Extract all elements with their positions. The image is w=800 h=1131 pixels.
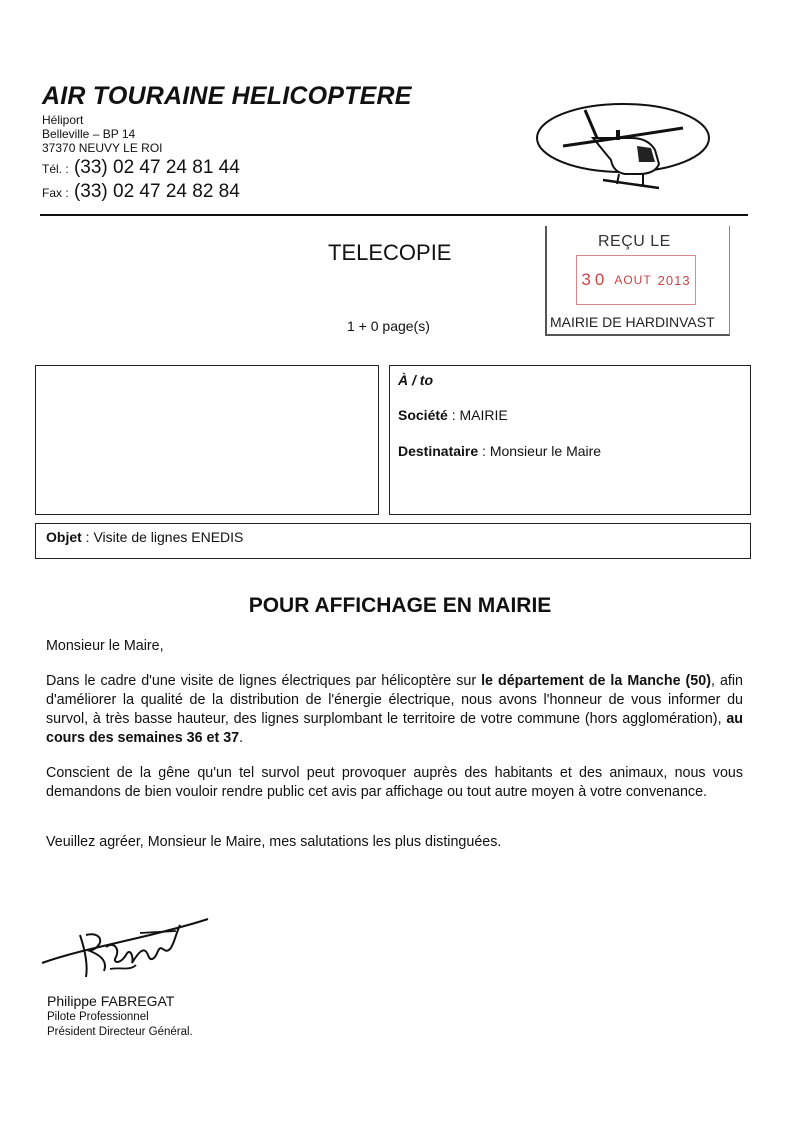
p1-text-e: . <box>239 730 244 746</box>
recipient-to-label: À / to <box>398 372 433 388</box>
telephone <box>42 157 240 179</box>
societe-label: Société <box>398 407 448 423</box>
stamp-month: AOUT <box>614 273 652 287</box>
stamp-day: 30 <box>581 270 609 289</box>
paragraph-2: Conscient de la gêne qu'un tel survol peut provoquer auprès des habitants et des animaux, nous vous demandons de bien vouloir rendre public cet avis par affichage ou tout autre moyen à votre convenance. <box>46 765 743 800</box>
p1-emphasis-department: le département de la Manche (50) <box>481 673 711 689</box>
fax <box>42 181 240 203</box>
p1-text-a: Dans le cadre d'une visite de lignes électriques par hélicoptère sur <box>46 673 482 689</box>
greeting: Monsieur le Maire, <box>46 638 164 654</box>
p1-emphasis-weeks: au cours des semaines 36 et 37 <box>46 711 743 746</box>
sender-box <box>35 365 379 515</box>
stamp-year: 2013 <box>657 272 691 288</box>
stamp-mairie: MAIRIE DE HARDINVAST <box>550 314 715 330</box>
handwritten-signature <box>40 905 215 987</box>
header-divider <box>40 214 748 216</box>
societe-value: : MAIRIE <box>447 407 508 423</box>
signer-title-2: Président Directeur Général. <box>47 1026 193 1038</box>
fax-label: Fax : <box>42 186 69 200</box>
destinataire-label: Destinataire <box>398 443 479 459</box>
headline: POUR AFFICHAGE EN MAIRIE <box>248 594 552 617</box>
recipient-box <box>389 365 751 515</box>
paragraph-3: Veuillez agréer, Monsieur le Maire, mes salutations les plus distinguées. <box>46 834 502 850</box>
recipient-destinataire <box>398 443 601 459</box>
address-line-3: 37370 NEUVY LE ROI <box>42 141 163 155</box>
address-line-2: Belleville – BP 14 <box>42 127 136 141</box>
company-name: AIR TOURAINE HELICOPTERE <box>42 82 412 110</box>
page-count: 1 + 0 page(s) <box>347 318 430 334</box>
fax-number: (33) 02 47 24 82 84 <box>73 181 240 202</box>
signer-title-1: Pilote Professionnel <box>47 1011 149 1023</box>
p1-text-c: , afin d'améliorer la qualité de la distribution de l'énergie électrique, nous avons l'honneur de vous informer du survol, à très basse hauteur, des lignes surplombant le territoire de votre commune (hors agglomération), <box>46 673 743 727</box>
destinataire-value: : Monsieur le Maire <box>478 443 602 459</box>
paragraph-1 <box>46 672 743 748</box>
subject-value: : Visite de lignes ENEDIS <box>81 529 244 545</box>
recipient-societe <box>398 407 508 423</box>
subject-line <box>46 529 243 545</box>
helicopter-icon <box>533 98 713 198</box>
stamp-received-label: REÇU LE <box>598 233 671 250</box>
signer-name: Philippe FABREGAT <box>47 993 175 1009</box>
subject-label: Objet <box>46 529 82 545</box>
telephone-label: Tél. : <box>42 162 69 176</box>
stamp-date <box>576 255 696 305</box>
document-type: TELECOPIE <box>328 240 452 265</box>
telephone-number: (33) 02 47 24 81 44 <box>73 157 240 178</box>
address-line-1: Héliport <box>42 113 84 127</box>
